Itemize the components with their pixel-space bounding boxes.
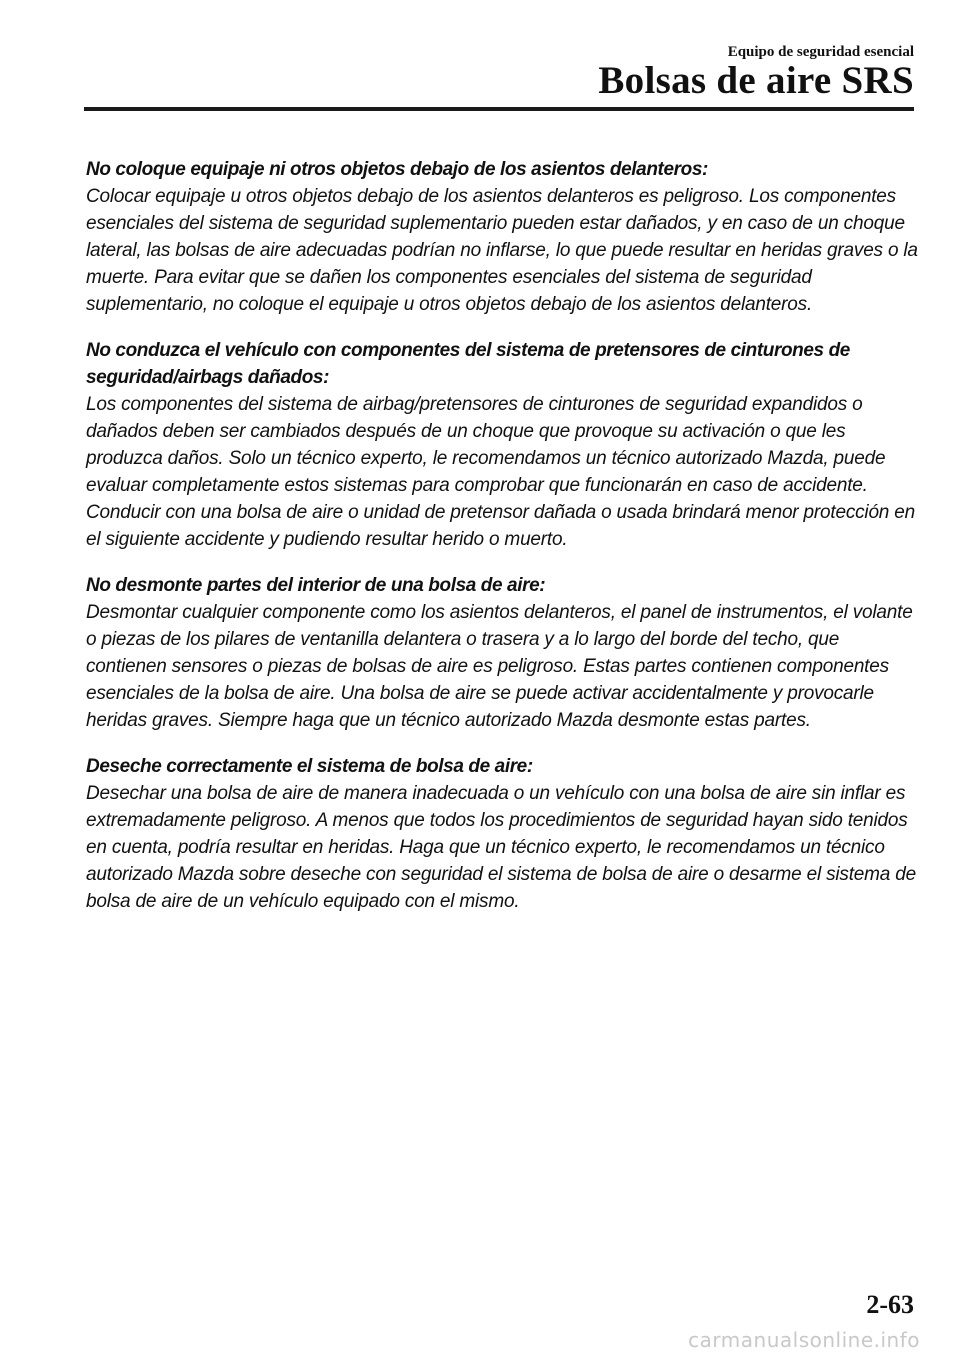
section-body: Desechar una bolsa de aire de manera inadecuada o un vehículo con una bolsa de aire sin inflar es extremadamente peligroso. A menos que todos los procedimientos de seguridad hayan sido tenidos en cuenta, podría resultar en heridas. Haga que un técnico experto, le recomendamos un técnico autorizado Mazda sobre deseche con seguridad el sistema de bolsa de aire o desarme el sistema de bolsa de aire de un vehículo equipado con el mismo. [86,783,916,912]
warning-section-damaged-components [86,337,918,553]
warning-section-luggage [86,156,918,318]
section-body: Desmontar cualquier componente como los asientos delanteros, el panel de instrumentos, el volante o piezas de los pilares de ventanilla delantera o trasera y a lo largo del borde del techo, que contienen sensores o piezas de bolsas de aire es peligroso. Estas partes contienen componentes esenciales de la bolsa de aire. Una bolsa de aire se puede activar accidentalmente y provocarle heridas graves. Siempre haga que un técnico autorizado Mazda desmonte estas partes. [86,602,913,731]
warning-section-disposal [86,753,918,915]
section-heading: No conduzca el vehículo con componentes del sistema de pretensores de cinturones de seguridad/airbags dañados: [86,340,850,388]
section-heading: No desmonte partes del interior de una bolsa de aire: [86,575,546,596]
section-subtitle: Equipo de seguridad esencial [727,44,914,60]
section-heading: Deseche correctamente el sistema de bolsa de aire: [86,756,533,777]
page-title: Bolsas de aire SRS [598,59,914,102]
header-divider [84,107,914,111]
page-number: 2-63 [866,1290,914,1319]
warning-section-disassembly [86,572,918,734]
section-body: Colocar equipaje u otros objetos debajo de los asientos delanteros es peligroso. Los componentes esenciales del sistema de seguridad suplementario pueden estar dañados, y en caso de un choque lateral, las bolsas de aire adecuadas podrían no inflarse, lo que puede resultar en heridas graves o la muerte. Para evitar que se dañen los componentes esenciales del sistema de seguridad suplementario, no coloque el equipaje u otros objetos debajo de los asientos delanteros. [86,186,918,315]
watermark-text: carmanualsonline.info [688,1328,920,1352]
section-heading: No coloque equipaje ni otros objetos debajo de los asientos delanteros: [86,159,708,180]
section-body: Los componentes del sistema de airbag/pretensores de cinturones de seguridad expandidos o dañados deben ser cambiados después de un choque que provoque su activación o que les produzca daños. Solo un técnico experto, le recomendamos un técnico autorizado Mazda, puede evaluar completamente estos sistemas para comprobar que funcionarán en caso de accidente. Conducir con una bolsa de aire o unidad de pretensor dañada o usada brindará menor protección en el siguiente accidente y pudiendo resultar herido o muerto. [86,394,915,550]
warning-content [86,156,918,934]
